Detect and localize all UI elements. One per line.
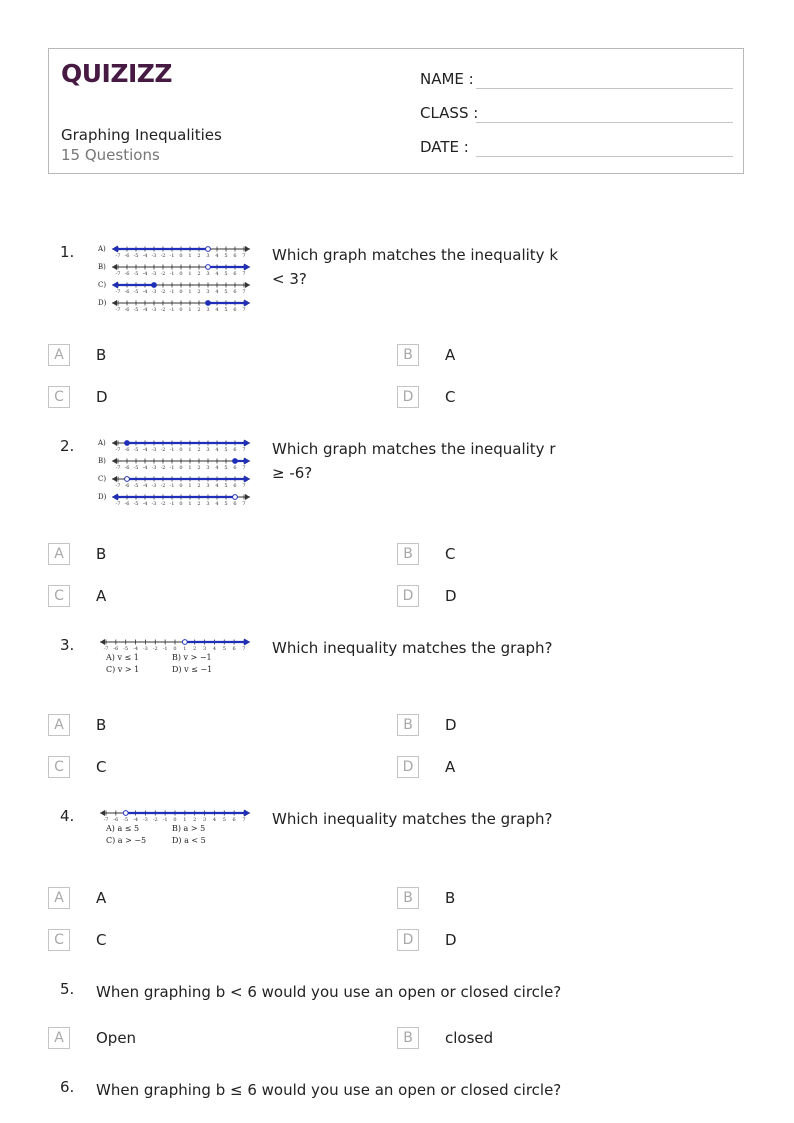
ray-arrow-icon	[112, 282, 118, 289]
tick-label: 3	[206, 271, 210, 277]
option-text: Open	[96, 1029, 137, 1047]
option-text: D	[445, 716, 457, 734]
ray-arrow-icon	[244, 458, 250, 465]
ray-arrow-icon	[244, 440, 250, 447]
tick-label: 3	[206, 289, 210, 295]
tick-label: 1	[188, 447, 192, 453]
tick-label: -6	[124, 253, 130, 259]
tick-label: -3	[151, 483, 157, 489]
open-circle	[206, 265, 211, 270]
tick-label: 0	[179, 501, 183, 507]
tick-label: -5	[123, 646, 129, 652]
tick-label: -7	[115, 271, 121, 277]
option-text: A	[96, 889, 107, 907]
option-letter: A	[48, 344, 70, 366]
tick-label: 2	[193, 817, 197, 823]
left-arrow-icon	[112, 264, 117, 270]
tick-label: -3	[151, 307, 157, 313]
tick-label: 1	[183, 817, 187, 823]
tick-label: -5	[133, 271, 139, 277]
tick-label: -3	[151, 253, 157, 259]
tick-label: 7	[242, 271, 246, 277]
tick-label: 1	[188, 501, 192, 507]
tick-label: 0	[179, 483, 183, 489]
tick-label: -7	[115, 289, 121, 295]
tick-label: 4	[215, 501, 219, 507]
tick-label: -2	[160, 483, 166, 489]
option-text: C	[96, 931, 107, 949]
tick-label: 3	[206, 253, 210, 259]
left-arrow-icon	[100, 810, 105, 816]
ray-arrow-icon	[244, 476, 250, 483]
question-text: When graphing b < 6 would you use an open or closed circle?	[96, 983, 562, 1001]
option-letter: B	[397, 887, 419, 909]
option-text: B	[445, 889, 456, 907]
tick-label: -6	[124, 289, 130, 295]
graph-choice-label: D)	[98, 493, 107, 501]
question-number: 2.	[60, 437, 75, 455]
tick-label: -1	[169, 465, 175, 471]
tick-label: 0	[179, 289, 183, 295]
tick-label: 7	[242, 817, 246, 823]
tick-label: 2	[197, 253, 201, 259]
tick-label: 7	[242, 253, 246, 259]
tick-label: 1	[188, 307, 192, 313]
tick-label: -1	[169, 447, 175, 453]
tick-label: -5	[133, 465, 139, 471]
question-number: 1.	[60, 243, 75, 261]
worksheet-title: Graphing Inequalities	[61, 126, 222, 144]
tick-label: 5	[224, 447, 228, 453]
tick-label: -3	[151, 289, 157, 295]
tick-label: 1	[188, 253, 192, 259]
tick-label: 0	[173, 817, 177, 823]
tick-label: 7	[242, 501, 246, 507]
graph-choice-label: D)	[98, 299, 107, 307]
worksheet-header	[48, 48, 744, 174]
tick-label: -1	[169, 501, 175, 507]
tick-label: -5	[133, 483, 139, 489]
ray-arrow-icon	[244, 300, 250, 307]
question-text: Which inequality matches the graph?	[272, 810, 553, 828]
ray-arrow-icon	[112, 494, 118, 501]
tick-label: 4	[215, 483, 219, 489]
number-line-choices-graph	[98, 437, 258, 509]
option-text: C	[445, 388, 456, 406]
question-number: 6.	[60, 1078, 75, 1096]
tick-label: -4	[142, 307, 148, 313]
option-letter: A	[48, 1027, 70, 1049]
tick-label: -1	[169, 289, 175, 295]
tick-label: -2	[152, 817, 158, 823]
left-arrow-icon	[100, 639, 105, 645]
tick-label: 6	[233, 271, 237, 277]
tick-label: -6	[124, 465, 130, 471]
tick-label: -4	[142, 289, 148, 295]
tick-label: -6	[124, 483, 130, 489]
tick-label: 5	[224, 289, 228, 295]
tick-label: -7	[115, 465, 121, 471]
option-letter: A	[48, 543, 70, 565]
tick-label: 5	[222, 646, 226, 652]
tick-label: 3	[206, 501, 210, 507]
tick-label: -6	[113, 646, 119, 652]
tick-label: 7	[242, 646, 246, 652]
option-text: B	[96, 716, 107, 734]
tick-label: 6	[233, 289, 237, 295]
question-text: Which inequality matches the graph?	[272, 639, 553, 657]
tick-label: 2	[193, 646, 197, 652]
tick-label: 1	[183, 646, 187, 652]
tick-label: -4	[133, 646, 139, 652]
tick-label: -3	[151, 271, 157, 277]
tick-label: -3	[151, 465, 157, 471]
option-text: A	[96, 587, 107, 605]
tick-label: 6	[233, 253, 237, 259]
left-arrow-icon	[112, 300, 117, 306]
tick-label: 6	[233, 307, 237, 313]
tick-label: -5	[133, 501, 139, 507]
inequality-choice: C) v > 1	[106, 665, 140, 674]
tick-label: -7	[115, 307, 121, 313]
tick-label: 2	[197, 501, 201, 507]
tick-label: 1	[188, 483, 192, 489]
tick-label: 2	[197, 465, 201, 471]
graph-choice-label: B)	[98, 457, 106, 465]
tick-label: 7	[242, 289, 246, 295]
tick-label: -6	[124, 271, 130, 277]
question-number: 5.	[60, 980, 75, 998]
tick-label: 6	[233, 501, 237, 507]
tick-label: -2	[160, 253, 166, 259]
tick-label: -5	[133, 307, 139, 313]
inequality-choice: C) a > −5	[106, 836, 147, 845]
option-letter: C	[48, 585, 70, 607]
tick-label: 5	[224, 253, 228, 259]
option-text: C	[96, 758, 107, 776]
tick-label: 4	[215, 271, 219, 277]
question-count: 15 Questions	[61, 146, 160, 164]
tick-label: -7	[115, 447, 121, 453]
tick-label: 2	[197, 271, 201, 277]
inequality-choice: B) a > 5	[172, 824, 206, 833]
tick-label: 3	[206, 307, 210, 313]
tick-label: -6	[124, 447, 130, 453]
tick-label: 4	[215, 447, 219, 453]
name-field[interactable]	[420, 66, 733, 90]
tick-label: 4	[212, 817, 217, 823]
tick-label: 2	[197, 307, 201, 313]
option-text: B	[96, 346, 107, 364]
tick-label: 7	[242, 465, 246, 471]
option-letter: D	[397, 929, 419, 951]
number-line-choices-graph	[98, 243, 258, 315]
question-number: 4.	[60, 807, 75, 825]
option-letter: A	[48, 887, 70, 909]
tick-label: 1	[188, 289, 192, 295]
left-arrow-icon	[112, 476, 117, 482]
tick-label: 5	[224, 483, 228, 489]
class-field[interactable]	[420, 100, 733, 124]
graph-choice-label: A)	[98, 245, 106, 253]
date-field[interactable]	[420, 134, 733, 158]
tick-label: -3	[151, 447, 157, 453]
question-text: Which graph matches the inequality r ≥ -6?	[272, 440, 556, 482]
closed-circle	[152, 283, 157, 288]
tick-label: 3	[206, 447, 210, 453]
number-line-graph	[98, 807, 258, 853]
tick-label: 7	[242, 307, 246, 313]
option-letter: B	[397, 714, 419, 736]
tick-label: -1	[169, 253, 175, 259]
tick-label: -1	[162, 646, 168, 652]
graph-choice-label: C)	[98, 475, 107, 483]
ray-arrow-icon	[112, 246, 118, 253]
tick-label: -4	[142, 271, 148, 277]
tick-label: 3	[202, 817, 207, 823]
tick-label: 2	[197, 289, 201, 295]
option-letter: A	[48, 714, 70, 736]
tick-label: 4	[212, 646, 217, 652]
inequality-choice: A) a ≤ 5	[106, 824, 140, 833]
inequality-choice: B) v > −1	[172, 653, 212, 662]
tick-label: 0	[179, 253, 183, 259]
tick-label: 5	[224, 271, 228, 277]
left-arrow-icon	[112, 440, 117, 446]
option-letter: C	[48, 756, 70, 778]
tick-label: -1	[169, 483, 175, 489]
ray-arrow-icon	[244, 810, 250, 817]
tick-label: -5	[133, 289, 139, 295]
tick-label: -2	[160, 307, 166, 313]
option-text: D	[445, 931, 457, 949]
tick-label: -6	[113, 817, 119, 823]
open-circle	[233, 495, 238, 500]
tick-label: -5	[123, 817, 129, 823]
option-letter: B	[397, 543, 419, 565]
tick-label: 2	[197, 483, 201, 489]
tick-label: 1	[188, 271, 192, 277]
tick-label: 6	[233, 447, 237, 453]
ray-arrow-icon	[244, 639, 250, 646]
option-text: D	[96, 388, 108, 406]
tick-label: 5	[224, 307, 228, 313]
inequality-choice: D) v ≤ −1	[172, 665, 213, 674]
class-label: CLASS :	[420, 104, 479, 122]
tick-label: 5	[224, 501, 228, 507]
tick-label: -1	[169, 271, 175, 277]
tick-label: 5	[224, 465, 228, 471]
tick-label: 0	[173, 646, 177, 652]
graph-choice-label: C)	[98, 281, 107, 289]
option-letter: B	[397, 344, 419, 366]
tick-label: 4	[215, 465, 219, 471]
option-text: D	[445, 587, 457, 605]
tick-label: -3	[142, 817, 148, 823]
number-line-graph	[98, 636, 258, 682]
tick-label: -4	[142, 483, 148, 489]
open-circle	[125, 477, 130, 482]
tick-label: 4	[215, 289, 219, 295]
tick-label: -4	[142, 447, 148, 453]
tick-label: 7	[242, 483, 246, 489]
option-text: A	[445, 758, 456, 776]
name-label: NAME :	[420, 70, 474, 88]
tick-label: 1	[188, 465, 192, 471]
open-circle	[182, 640, 187, 645]
class-line	[476, 122, 733, 123]
tick-label: 0	[179, 447, 183, 453]
tick-label: 3	[206, 465, 210, 471]
tick-label: -4	[133, 817, 139, 823]
date-line	[476, 156, 733, 157]
tick-label: -5	[133, 447, 139, 453]
tick-label: -6	[124, 501, 130, 507]
tick-label: -6	[124, 307, 130, 313]
tick-label: -7	[115, 253, 121, 259]
tick-label: 0	[179, 465, 183, 471]
option-letter: D	[397, 585, 419, 607]
right-arrow-icon	[245, 494, 250, 500]
option-letter: B	[397, 1027, 419, 1049]
open-circle	[123, 811, 128, 816]
quizizz-logo: QUIZIZZ	[61, 59, 173, 88]
closed-circle	[233, 459, 238, 464]
tick-label: -7	[115, 501, 121, 507]
tick-label: 6	[232, 646, 236, 652]
tick-label: 6	[233, 465, 237, 471]
tick-label: -7	[103, 646, 109, 652]
tick-label: -7	[103, 817, 109, 823]
graph-choice-label: B)	[98, 263, 106, 271]
option-text: closed	[445, 1029, 494, 1047]
right-arrow-icon	[245, 282, 250, 288]
option-letter: C	[48, 386, 70, 408]
tick-label: -4	[142, 253, 148, 259]
tick-label: -3	[142, 646, 148, 652]
tick-label: 6	[233, 483, 237, 489]
inequality-choice: D) a < 5	[172, 836, 206, 845]
tick-label: 0	[179, 307, 183, 313]
closed-circle	[206, 301, 211, 306]
open-circle	[206, 247, 211, 252]
question-text: Which graph matches the inequality k < 3?	[272, 246, 559, 288]
left-arrow-icon	[112, 458, 117, 464]
tick-label: 3	[202, 646, 207, 652]
tick-label: -2	[160, 289, 166, 295]
date-label: DATE :	[420, 138, 469, 156]
option-letter: D	[397, 756, 419, 778]
tick-label: -2	[160, 271, 166, 277]
tick-label: -2	[152, 646, 158, 652]
tick-label: -1	[169, 307, 175, 313]
ray-arrow-icon	[244, 264, 250, 271]
tick-label: 4	[215, 253, 219, 259]
tick-label: 0	[179, 271, 183, 277]
option-text: B	[96, 545, 107, 563]
tick-label: 2	[197, 447, 201, 453]
tick-label: -2	[160, 465, 166, 471]
graph-choice-label: A)	[98, 439, 106, 447]
tick-label: 5	[222, 817, 226, 823]
tick-label: 4	[215, 307, 219, 313]
tick-label: -2	[160, 501, 166, 507]
option-letter: C	[48, 929, 70, 951]
option-text: A	[445, 346, 456, 364]
question-text: When graphing b ≤ 6 would you use an open or closed circle?	[96, 1081, 562, 1099]
name-line	[476, 88, 733, 89]
option-text: C	[445, 545, 456, 563]
inequality-choice: A) v ≤ 1	[106, 653, 139, 662]
option-letter: D	[397, 386, 419, 408]
tick-label: 3	[206, 483, 210, 489]
tick-label: -7	[115, 483, 121, 489]
tick-label: 7	[242, 447, 246, 453]
question-number: 3.	[60, 636, 75, 654]
tick-label: -3	[151, 501, 157, 507]
right-arrow-icon	[245, 246, 250, 252]
tick-label: 6	[232, 817, 236, 823]
tick-label: -4	[142, 465, 148, 471]
tick-label: -4	[142, 501, 148, 507]
tick-label: -1	[162, 817, 168, 823]
tick-label: -5	[133, 253, 139, 259]
tick-label: -2	[160, 447, 166, 453]
closed-circle	[125, 441, 130, 446]
